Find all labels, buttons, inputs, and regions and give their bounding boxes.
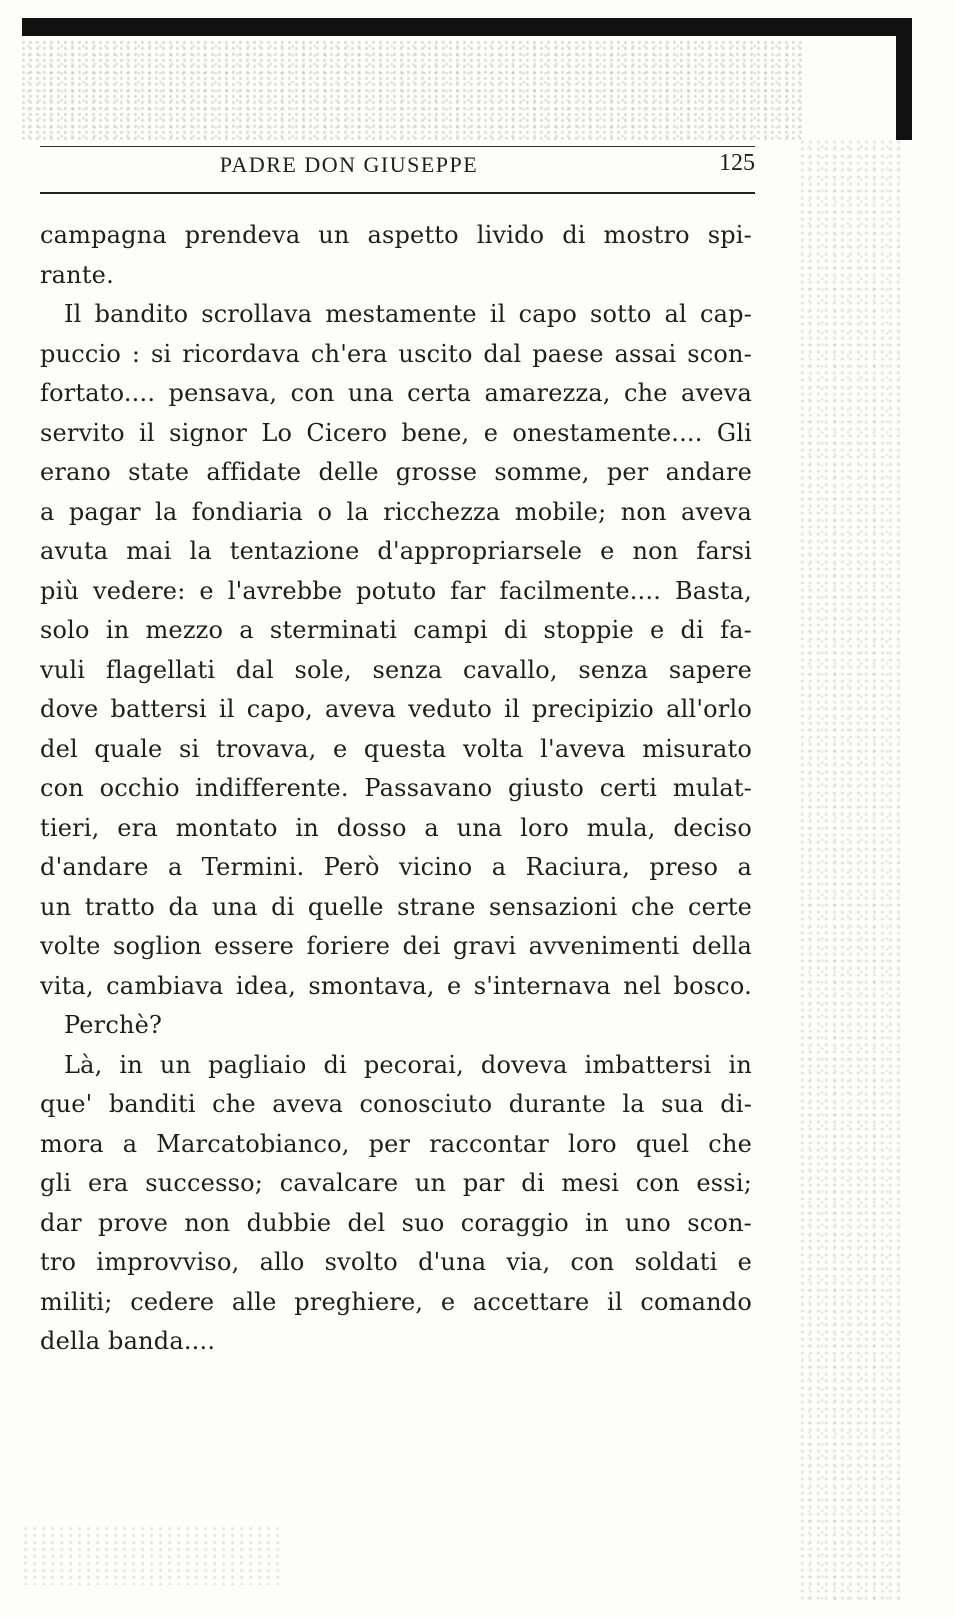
line: servito il signor Lo Cicero bene, e onestamente.... Gli [40, 418, 752, 447]
scan-noise-top [22, 40, 802, 140]
line: mora a Marcatobianco, per raccontar loro quel che [40, 1129, 752, 1158]
line: gli era successo; cavalcare un par di mesi con essi; [40, 1169, 752, 1197]
line: della banda.... [40, 1327, 216, 1355]
line: a pagar la fondiaria o la ricchezza mobile; non aveva [40, 497, 752, 526]
line: più vedere: e l'avrebbe potuto far facilmente.... Basta, [40, 576, 752, 605]
line: erano state affidate delle grosse somme, per andare [40, 458, 752, 486]
line: puccio : si ricordava ch'era uscito dal paese assai scon- [40, 339, 752, 368]
line: vita, cambiava idea, smontava, e s'internava nel bosco. [40, 971, 752, 1000]
line: que' banditi che aveva conosciuto durante la sua di- [40, 1090, 752, 1118]
line: un tratto da una di quelle strane sensazioni che certe [40, 892, 752, 921]
header-rule-bottom [40, 192, 755, 194]
line: tro improvviso, allo svolto d'una via, con soldati e [40, 1248, 752, 1276]
header-rule-top [40, 146, 755, 147]
line: volte soglion essere foriere dei gravi avvenimenti della [40, 932, 752, 960]
line: campagna prendeva un aspetto livido di mostro spi- [40, 221, 752, 249]
line: fortato.... pensava, con una certa amarezza, che aveva [40, 379, 752, 407]
line: rante. [40, 260, 114, 289]
line: Il bandito scrollava mestamente il capo sotto al cap- [64, 300, 752, 328]
line: tieri, era montato in dosso a una loro mula, deciso [40, 813, 752, 842]
line: del quale si trovava, e questa volta l'aveva misurato [40, 734, 752, 763]
body-text [40, 216, 752, 1362]
line: dove battersi il capo, aveva veduto il precipizio all'orlo [40, 695, 752, 723]
scan-top-border [22, 18, 912, 36]
line: militi; cedere alle preghiere, e accettare il comando [40, 1287, 752, 1316]
line: vuli flagellati dal sole, senza cavallo, senza sapere [40, 655, 752, 684]
line: con occhio indifferente. Passavano giusto certi mulat- [40, 774, 752, 802]
line: Perchè? [64, 1011, 163, 1039]
scan-noise-right [800, 140, 900, 1600]
line: Là, in un pagliaio di pecorai, doveva imbattersi in [64, 1050, 752, 1079]
line: avuta mai la tentazione d'appropriarsele e non farsi [40, 537, 752, 565]
running-head: PADRE DON GIUSEPPE [219, 152, 479, 177]
line: solo in mezzo a sterminati campi di stoppie e di fa- [40, 616, 752, 644]
line: d'andare a Termini. Però vicino a Raciura, preso a [40, 853, 752, 881]
page-number: 125 [719, 150, 755, 176]
scan-noise-bottom [22, 1525, 282, 1585]
line: dar prove non dubbie del suo coraggio in uno scon- [40, 1208, 752, 1237]
scan-right-border [896, 30, 912, 140]
